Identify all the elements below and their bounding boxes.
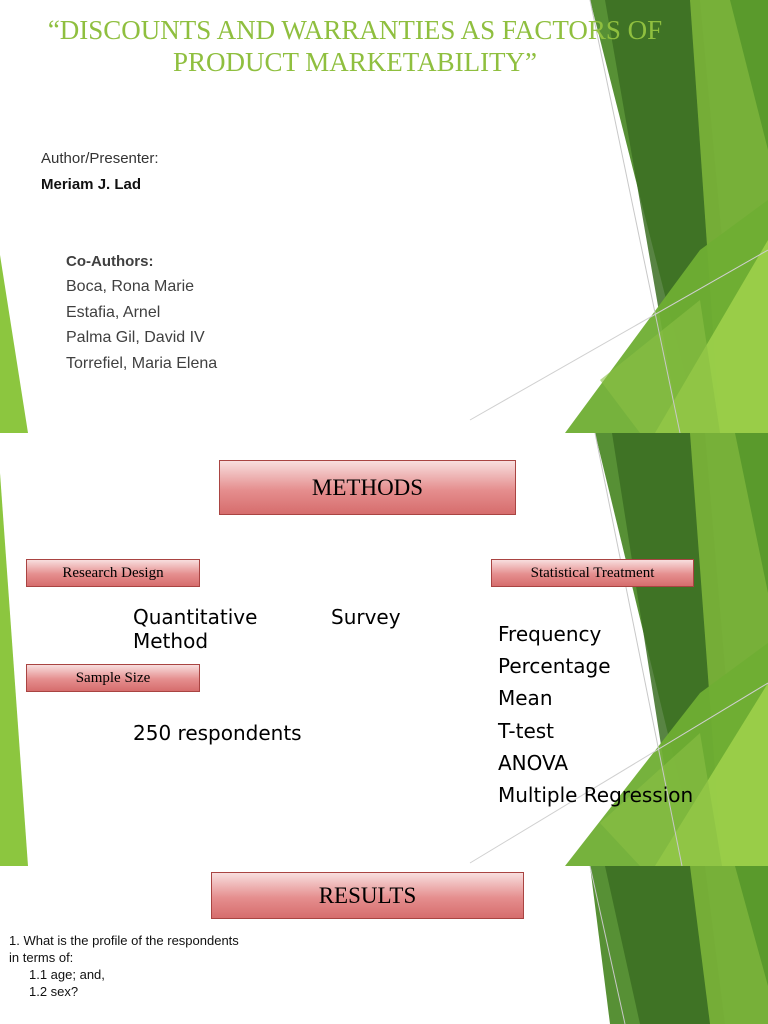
slide-title <box>0 0 768 433</box>
coauthor-item: Palma Gil, David IV <box>66 329 205 346</box>
research-design-label: Research Design <box>26 559 200 587</box>
stat-item: ANOVA <box>498 751 569 775</box>
stat-item: Percentage <box>498 654 611 678</box>
coauthors-label: Co-Authors: <box>66 253 154 270</box>
author-name: Meriam J. Lad <box>41 176 142 193</box>
survey-text: Survey <box>331 605 401 629</box>
sample-size-value: 250 respondents <box>133 721 302 745</box>
stat-item: Frequency <box>498 622 602 646</box>
coauthor-item: Torrefiel, Maria Elena <box>66 355 218 372</box>
results-heading: RESULTS <box>211 872 524 919</box>
question-sub-1: 1.1 age; and, <box>29 967 105 982</box>
methods-heading: METHODS <box>219 460 516 515</box>
question-line-2: in terms of: <box>9 950 74 965</box>
title-line-2: PRODUCT MARKETABILITY” <box>172 47 538 77</box>
stat-item: Mean <box>498 686 553 710</box>
question-sub-2: 1.2 sex? <box>29 984 79 999</box>
coauthor-item: Estafia, Arnel <box>66 304 161 321</box>
stat-item: Multiple Regression <box>498 783 694 807</box>
slide-results <box>0 866 768 1024</box>
research-design-value-line-2: Method <box>133 629 209 653</box>
presentation-title <box>10 14 700 78</box>
stat-item: T-test <box>498 719 555 743</box>
slide-methods <box>0 433 768 866</box>
statistical-treatment-label: Statistical Treatment <box>491 559 694 587</box>
research-design-value-line-1: Quantitative <box>133 605 258 629</box>
sample-size-label: Sample Size <box>26 664 200 692</box>
research-design-value <box>133 605 257 653</box>
author-label: Author/Presenter: <box>41 150 159 167</box>
coauthor-item: Boca, Rona Marie <box>66 278 195 295</box>
title-line-1: “DISCOUNTS AND WARRANTIES AS FACTORS OF <box>47 15 663 45</box>
question-line-1: 1. What is the profile of the respondents <box>9 933 239 948</box>
